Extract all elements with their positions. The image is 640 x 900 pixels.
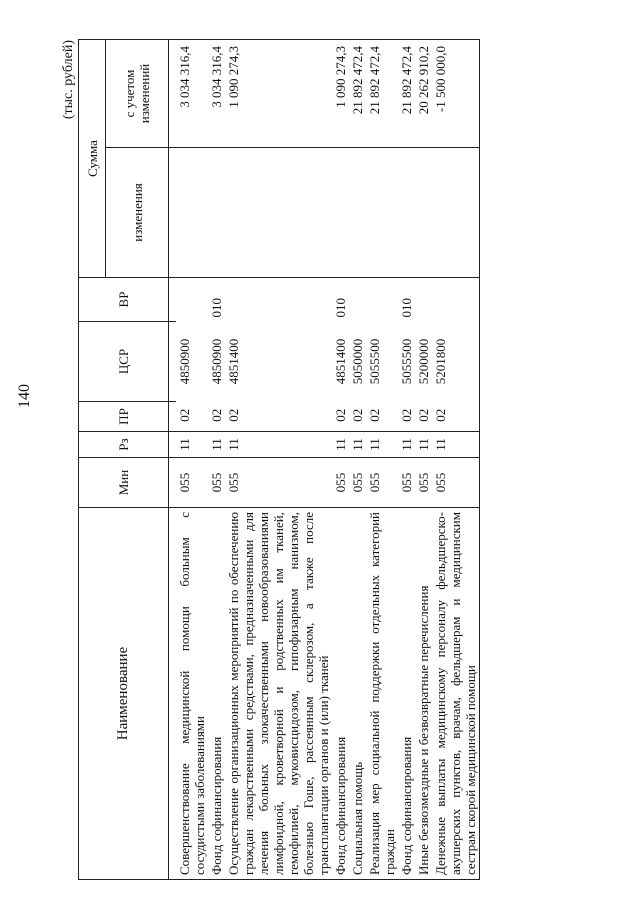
row-min: 055: [398, 458, 415, 508]
header-pr: ПР: [79, 402, 169, 432]
row-rz: 11: [432, 432, 480, 458]
row-changes: [225, 148, 332, 278]
row-min: 055: [332, 458, 349, 508]
row-min: 055: [349, 458, 366, 508]
row-with-changes: -1 500 000,0: [432, 40, 480, 148]
table-row: [208, 40, 225, 880]
row-csr: 4850900: [209, 338, 224, 385]
table-row: [349, 40, 366, 880]
row-changes: [398, 148, 415, 278]
row-changes: [208, 148, 225, 278]
row-pr: 02: [176, 402, 208, 432]
page-number: 140: [16, 384, 33, 408]
row-rz: 11: [398, 432, 415, 458]
row-changes: [432, 148, 480, 278]
row-vr: [349, 278, 366, 322]
row-rz: 11: [366, 432, 398, 458]
row-min: 055: [432, 458, 480, 508]
header-sum: Сумма: [79, 40, 106, 278]
row-with-changes: 3 034 316,4: [176, 40, 208, 148]
row-csr: 5200000: [416, 338, 431, 385]
header-with-changes: с учетом изменений: [106, 40, 169, 148]
header-vr: ВР: [79, 278, 169, 322]
row-vr: [176, 278, 208, 322]
header-min: Мин: [79, 458, 169, 508]
table-row: [332, 40, 349, 880]
row-min: 055: [366, 458, 398, 508]
row-name: Фонд софинансирования: [398, 508, 415, 880]
row-min: 055: [208, 458, 225, 508]
row-with-changes: 21 892 472,4: [349, 40, 366, 148]
row-pr: 02: [398, 402, 415, 432]
row-vr: 010: [398, 278, 415, 322]
row-pr: 02: [225, 402, 332, 432]
row-csr: 5201800: [432, 322, 480, 402]
row-rz: 11: [208, 432, 225, 458]
row-pr: 02: [415, 402, 432, 432]
row-pr: 02: [208, 402, 225, 432]
table-row: [225, 40, 332, 880]
budget-table: [78, 39, 480, 880]
row-with-changes: 1 090 274,3: [332, 40, 349, 148]
row-csr: 4851400: [226, 338, 241, 385]
row-vr: [415, 278, 432, 322]
row-pr: 02: [349, 402, 366, 432]
row-name: Социальная помощь: [349, 508, 366, 880]
row-csr: 5050000: [350, 338, 365, 385]
header-rz: Рз: [79, 432, 169, 458]
row-pr: 02: [366, 402, 398, 432]
rotated-page-content: [61, 40, 611, 880]
table-body: [169, 40, 480, 880]
row-min: 055: [176, 458, 208, 508]
row-with-changes: 21 892 472,4: [398, 40, 415, 148]
table-row: [366, 40, 398, 880]
units-label: (тыс. рублей): [61, 40, 76, 120]
header-changes: изменения: [106, 148, 169, 278]
row-min: 055: [415, 458, 432, 508]
row-changes: [176, 148, 208, 278]
row-rz: 11: [349, 432, 366, 458]
row-name: Иные безвозмездные и безвозвратные перечисления: [415, 508, 432, 880]
row-rz: 11: [415, 432, 432, 458]
row-vr: 010: [208, 278, 225, 322]
row-rz: 11: [225, 432, 332, 458]
row-name: Денежные выплаты медицинскому персоналу фельдшерско-акушерских пунктов, врачам, фельдшерам и медицинским сестрам скорой медицинской помощи: [432, 508, 480, 880]
row-changes: [415, 148, 432, 278]
table-row: [398, 40, 415, 880]
header-csr: ЦСР: [79, 322, 169, 402]
table-spacer: [169, 40, 177, 880]
table-row: [415, 40, 432, 880]
row-name: Фонд софинансирования: [332, 508, 349, 880]
row-with-changes: 21 892 472,4: [366, 40, 398, 148]
table-row: [432, 40, 480, 880]
row-csr: 5055500: [367, 338, 382, 385]
row-with-changes: 20 262 910,2: [415, 40, 432, 148]
row-changes: [366, 148, 398, 278]
row-vr: [225, 278, 332, 322]
row-min: 055: [225, 458, 332, 508]
row-name: Реализация мер социальной поддержки отдельных категорий граждан: [366, 508, 398, 880]
row-with-changes: 3 034 316,4: [208, 40, 225, 148]
row-changes: [349, 148, 366, 278]
row-name: Фонд софинансирования: [208, 508, 225, 880]
row-changes: [332, 148, 349, 278]
row-pr: 02: [432, 402, 480, 432]
row-with-changes: 1 090 274,3: [225, 40, 332, 148]
row-csr: 4851400: [333, 338, 348, 385]
row-csr: 5055500: [399, 338, 414, 385]
row-name: Осуществление организационных мероприятий по обеспечению граждан лекарственными средствами, предназначенными для лечения больных злокачественными новообразованиями лимфоидной, кроветворной и родственных им тканей, гемофилией, муковисцидозом, гипофизарным нанизмом, болезнью Гоше, рассеянным склерозом, а также после трансплантации органов и (или) тканей: [225, 508, 332, 880]
table-row: [176, 40, 208, 880]
row-vr: 010: [332, 278, 349, 322]
row-pr: 02: [332, 402, 349, 432]
row-rz: 11: [332, 432, 349, 458]
row-rz: 11: [176, 432, 208, 458]
header-name: Наименование: [79, 508, 169, 880]
row-csr: 4850900: [177, 338, 192, 385]
row-vr: [432, 278, 480, 322]
row-vr: [366, 278, 398, 322]
row-name: Совершенствование медицинской помощи больным с сосудистыми заболеваниями: [176, 508, 208, 880]
